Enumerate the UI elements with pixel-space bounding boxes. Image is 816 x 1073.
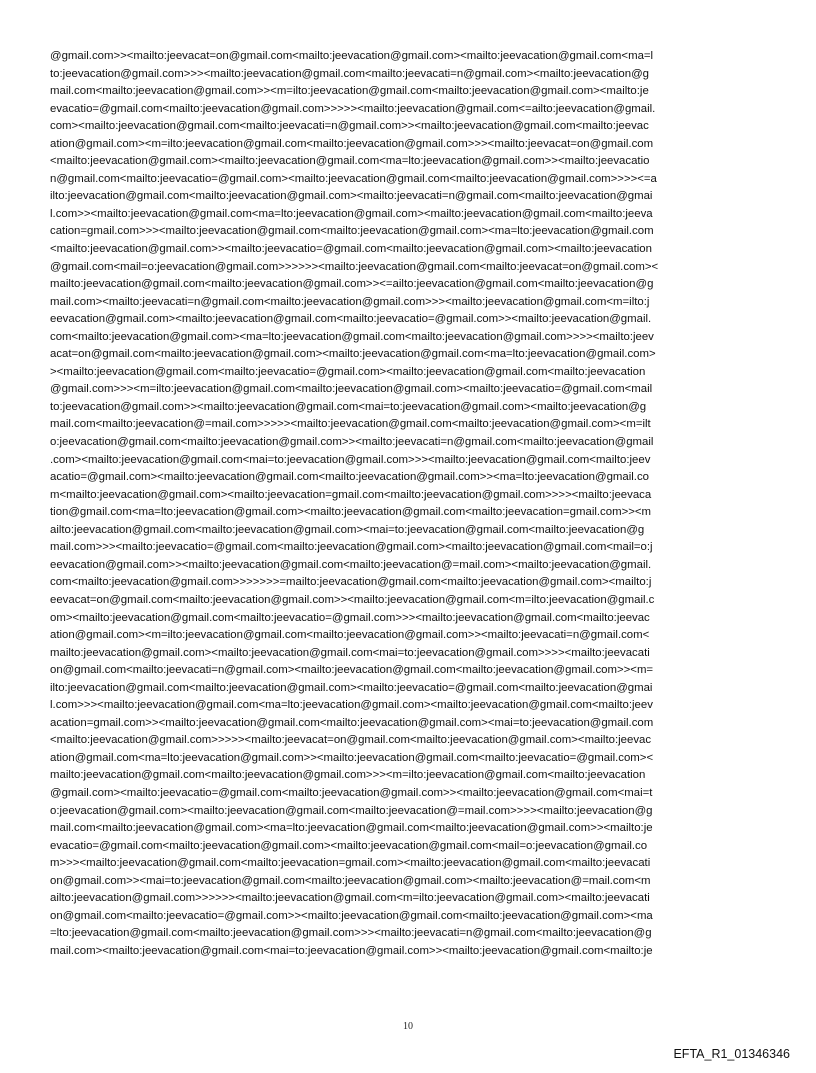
text-line: on@gmail.com>><mai=to:jeevacation@gmail.com<mailto:jeevacation@gmail.com><mailto:jeevacation@=mail.com<m bbox=[50, 874, 651, 887]
text-line: mailto:jeevacation@gmail.com<mailto:jeevacation@gmail.com>>><m=ilto:jeevacation@gmail.com<mailto:jeevacation bbox=[50, 769, 646, 782]
text-line: on@gmail.com<mailto:jeevacatio=@gmail.com>><mailto:jeevacation@gmail.com<mailto:jeevacation@gmail.com><ma bbox=[50, 909, 653, 922]
text-line: ilto:jeevacation@gmail.com<mailto:jeevacation@gmail.com><mailto:jeevacatio=@gmail.com<mailto:jeevacation@gmai bbox=[50, 681, 653, 694]
text-line: <mailto:jeevacation@gmail.com><mailto:jeevacation@gmail.com<ma=lto:jeevacation@gmail.com>><mailto:jeevacatio bbox=[50, 155, 650, 168]
text-line: evacatio=@gmail.com<mailto:jeevacation@gmail.com><mailto:jeevacation@gmail.com<mail=o:jeevacation@gmail.co bbox=[50, 839, 648, 852]
text-line: .com><mailto:jeevacation@gmail.com<mai=to:jeevacation@gmail.com>>><mailto:jeevacation@gmail.com<mailto:jeev bbox=[50, 453, 651, 466]
text-line: com<mailto:jeevacation@gmail.com><ma=lto:jeevacation@gmail.com<mailto:jeevacation@gmail.com>>>><mailto:jeev bbox=[50, 330, 654, 343]
text-line: ><mailto:jeevacation@gmail.com<mailto:jeevacatio=@gmail.com><mailto:jeevacation@gmail.com<mailto:jeevacation bbox=[50, 365, 646, 378]
text-line: m>>><mailto:jeevacation@gmail.com<mailto:jeevacation=gmail.com><mailto:jeevacation@gmail.com<mailto:jeevacati bbox=[50, 857, 651, 870]
text-line: mail.com<mailto:jeevacation@gmail.com>><m=ilto:jeevacation@gmail.com<mailto:jeevacation@gmail.com><mailto:je bbox=[50, 85, 649, 98]
text-line: mailto:jeevacation@gmail.com><mailto:jeevacation@gmail.com<mai=to:jeevacation@gmail.com>>>><mailto:jeevacati bbox=[50, 646, 650, 659]
text-line: acation=gmail.com>><mailto:jeevacation@gmail.com<mailto:jeevacation@gmail.com><mai=to:jeevacation@gmail.com bbox=[50, 716, 654, 729]
text-line: mail.com><mailto:jeevacati=n@gmail.com<mailto:jeevacation@gmail.com>>><mailto:jeevacation@gmail.com<m=ilto:j bbox=[50, 295, 650, 308]
text-line: acat=on@gmail.com<mailto:jeevacation@gmail.com><mailto:jeevacation@gmail.com<ma=lto:jeevacation@gmail.com> bbox=[50, 348, 656, 361]
page-number: 10 bbox=[403, 1021, 413, 1032]
text-line: l.com>>><mailto:jeevacation@gmail.com<ma=lto:jeevacation@gmail.com><mailto:jeevacation@gmail.com<mailto:jeev bbox=[50, 699, 653, 712]
document-body bbox=[50, 48, 770, 960]
text-line: com<mailto:jeevacation@gmail.com>>>>>>>=mailto:jeevacation@gmail.com<mailto:jeevacation@gmail.com><mailto:j bbox=[50, 576, 652, 589]
text-line: eevacation@gmail.com><mailto:jeevacation@gmail.com<mailto:jeevacatio=@gmail.com>><mailto:jeevacation@gmail. bbox=[50, 313, 652, 326]
text-line: @gmail.com<mail=o:jeevacation@gmail.com>>>>>><mailto:jeevacation@gmail.com<mailto:jeevacat=on@gmail.com>< bbox=[50, 260, 659, 273]
text-line: <mailto:jeevacation@gmail.com>>>>><mailto:jeevacat=on@gmail.com<mailto:jeevacation@gmail.com><mailto:jeevac bbox=[50, 734, 652, 747]
text-line: ation@gmail.com><m=ilto:jeevacation@gmail.com<mailto:jeevacation@gmail.com>><mailto:jeevacati=n@gmail.com< bbox=[50, 629, 650, 642]
text-line: com><mailto:jeevacation@gmail.com<mailto:jeevacati=n@gmail.com>><mailto:jeevacation@gmail.com<mailto:jeevac bbox=[50, 120, 649, 133]
text-line: @gmail.com>><mailto:jeevacat=on@gmail.com<mailto:jeevacation@gmail.com><mailto:jeevacation@gmail.com<ma=l bbox=[50, 50, 654, 62]
text-line: evacatio=@gmail.com<mailto:jeevacation@gmail.com>>>>><mailto:jeevacation@gmail.com<=ailto:jeevacation@gmail. bbox=[50, 102, 656, 115]
text-line: l.com>><mailto:jeevacation@gmail.com<ma=lto:jeevacation@gmail.com><mailto:jeevacation@gmail.com<mailto:jeeva bbox=[50, 207, 653, 220]
text-line: ilto:jeevacation@gmail.com<mailto:jeevacation@gmail.com><mailto:jeevacati=n@gmail.com<mailto:jeevacation@gmai bbox=[50, 190, 653, 203]
text-line: mail.com<mailto:jeevacation@=mail.com>>>>><mailto:jeevacation@gmail.com<mailto:jeevacation@gmail.com><m=ilt bbox=[50, 418, 651, 431]
text-line: tion@gmail.com<ma=lto:jeevacation@gmail.com><mailto:jeevacation@gmail.com<mailto:jeevacation=gmail.com>><m bbox=[50, 506, 652, 519]
text-line: mail.com<mailto:jeevacation@gmail.com><ma=lto:jeevacation@gmail.com<mailto:jeevacation@gmail.com>><mailto:je bbox=[50, 822, 653, 835]
text-line: =lto:jeevacation@gmail.com<mailto:jeevacation@gmail.com>>><mailto:jeevacati=n@gmail.com<mailto:jeevacation@g bbox=[50, 927, 652, 940]
text-line: mail.com><mailto:jeevacation@gmail.com<mai=to:jeevacation@gmail.com>><mailto:jeevacation@gmail.com<mailto:je bbox=[50, 944, 653, 957]
text-line: cation=gmail.com>>><mailto:jeevacation@gmail.com<mailto:jeevacation@gmail.com><ma=lto:jeevacation@gmail.com bbox=[50, 225, 654, 238]
text-line: om><mailto:jeevacation@gmail.com<mailto:jeevacatio=@gmail.com>>><mailto:jeevacation@gmail.com<mailto:jeevac bbox=[50, 611, 650, 624]
text-line: <mailto:jeevacation@gmail.com>><mailto:jeevacatio=@gmail.com<mailto:jeevacation@gmail.com><mailto:jeevacation bbox=[50, 243, 652, 256]
text-line: mailto:jeevacation@gmail.com<mailto:jeevacation@gmail.com>><=ailto:jeevacation@gmail.com<mailto:jeevacation@g bbox=[50, 278, 654, 291]
text-line: eevacat=on@gmail.com<mailto:jeevacation@gmail.com>><mailto:jeevacation@gmail.com<m=ilto:jeevacation@gmail.c bbox=[50, 593, 655, 606]
text-line: @gmail.com>>><m=ilto:jeevacation@gmail.com<mailto:jeevacation@gmail.com><mailto:jeevacatio=@gmail.com<mail bbox=[50, 383, 653, 396]
text-line: to:jeevacation@gmail.com>><mailto:jeevacation@gmail.com<mai=to:jeevacation@gmail.com><mailto:jeevacation@g bbox=[50, 400, 647, 413]
text-line: n@gmail.com<mailto:jeevacatio=@gmail.com><mailto:jeevacation@gmail.com<mailto:jeevacation@gmail.com>>>><=a bbox=[50, 172, 657, 185]
text-line: eevacation@gmail.com>><mailto:jeevacation@gmail.com<mailto:jeevacation@=mail.com><mailto:jeevacation@gmail. bbox=[50, 558, 652, 571]
text-line: acatio=@gmail.com><mailto:jeevacation@gmail.com<mailto:jeevacation@gmail.com>><ma=lto:jeevacation@gmail.co bbox=[50, 471, 649, 484]
text-line: ation@gmail.com><m=ilto:jeevacation@gmail.com<mailto:jeevacation@gmail.com>>><mailto:jeevacat=on@gmail.com bbox=[50, 137, 654, 150]
text-line: to:jeevacation@gmail.com>>><mailto:jeevacation@gmail.com<mailto:jeevacati=n@gmail.com><mailto:jeevacation@g bbox=[50, 67, 649, 80]
text-line: o:jeevacation@gmail.com><mailto:jeevacation@gmail.com<mailto:jeevacation@=mail.com>>>><mailto:jeevacation@g bbox=[50, 804, 653, 817]
bates-number: EFTA_R1_01346346 bbox=[673, 1047, 790, 1061]
text-line: ailto:jeevacation@gmail.com<mailto:jeevacation@gmail.com><mai=to:jeevacation@gmail.com<mailto:jeevacation@g bbox=[50, 523, 645, 536]
text-line: ailto:jeevacation@gmail.com>>>>>><mailto:jeevacation@gmail.com<m=ilto:jeevacation@gmail.com><mailto:jeevacati bbox=[50, 892, 650, 905]
text-line: on@gmail.com<mailto:jeevacati=n@gmail.com><mailto:jeevacation@gmail.com<mailto:jeevacation@gmail.com>><m= bbox=[50, 664, 654, 677]
text-line: ation@gmail.com<ma=lto:jeevacation@gmail.com>><mailto:jeevacation@gmail.com<mailto:jeevacatio=@gmail.com>< bbox=[50, 751, 654, 764]
text-line: mail.com>>><mailto:jeevacatio=@gmail.com<mailto:jeevacation@gmail.com><mailto:jeevacation@gmail.com<mail=o:j bbox=[50, 541, 653, 554]
text-line: m<mailto:jeevacation@gmail.com><mailto:jeevacation=gmail.com<mailto:jeevacation@gmail.com>>>><mailto:jeevaca bbox=[50, 488, 652, 501]
text-line: @gmail.com><mailto:jeevacatio=@gmail.com<mailto:jeevacation@gmail.com>><mailto:jeevacation@gmail.com<mai=t bbox=[50, 786, 653, 799]
text-line: o:jeevacation@gmail.com<mailto:jeevacation@gmail.com>><mailto:jeevacati=n@gmail.com<mailto:jeevacation@gmail bbox=[50, 436, 654, 449]
